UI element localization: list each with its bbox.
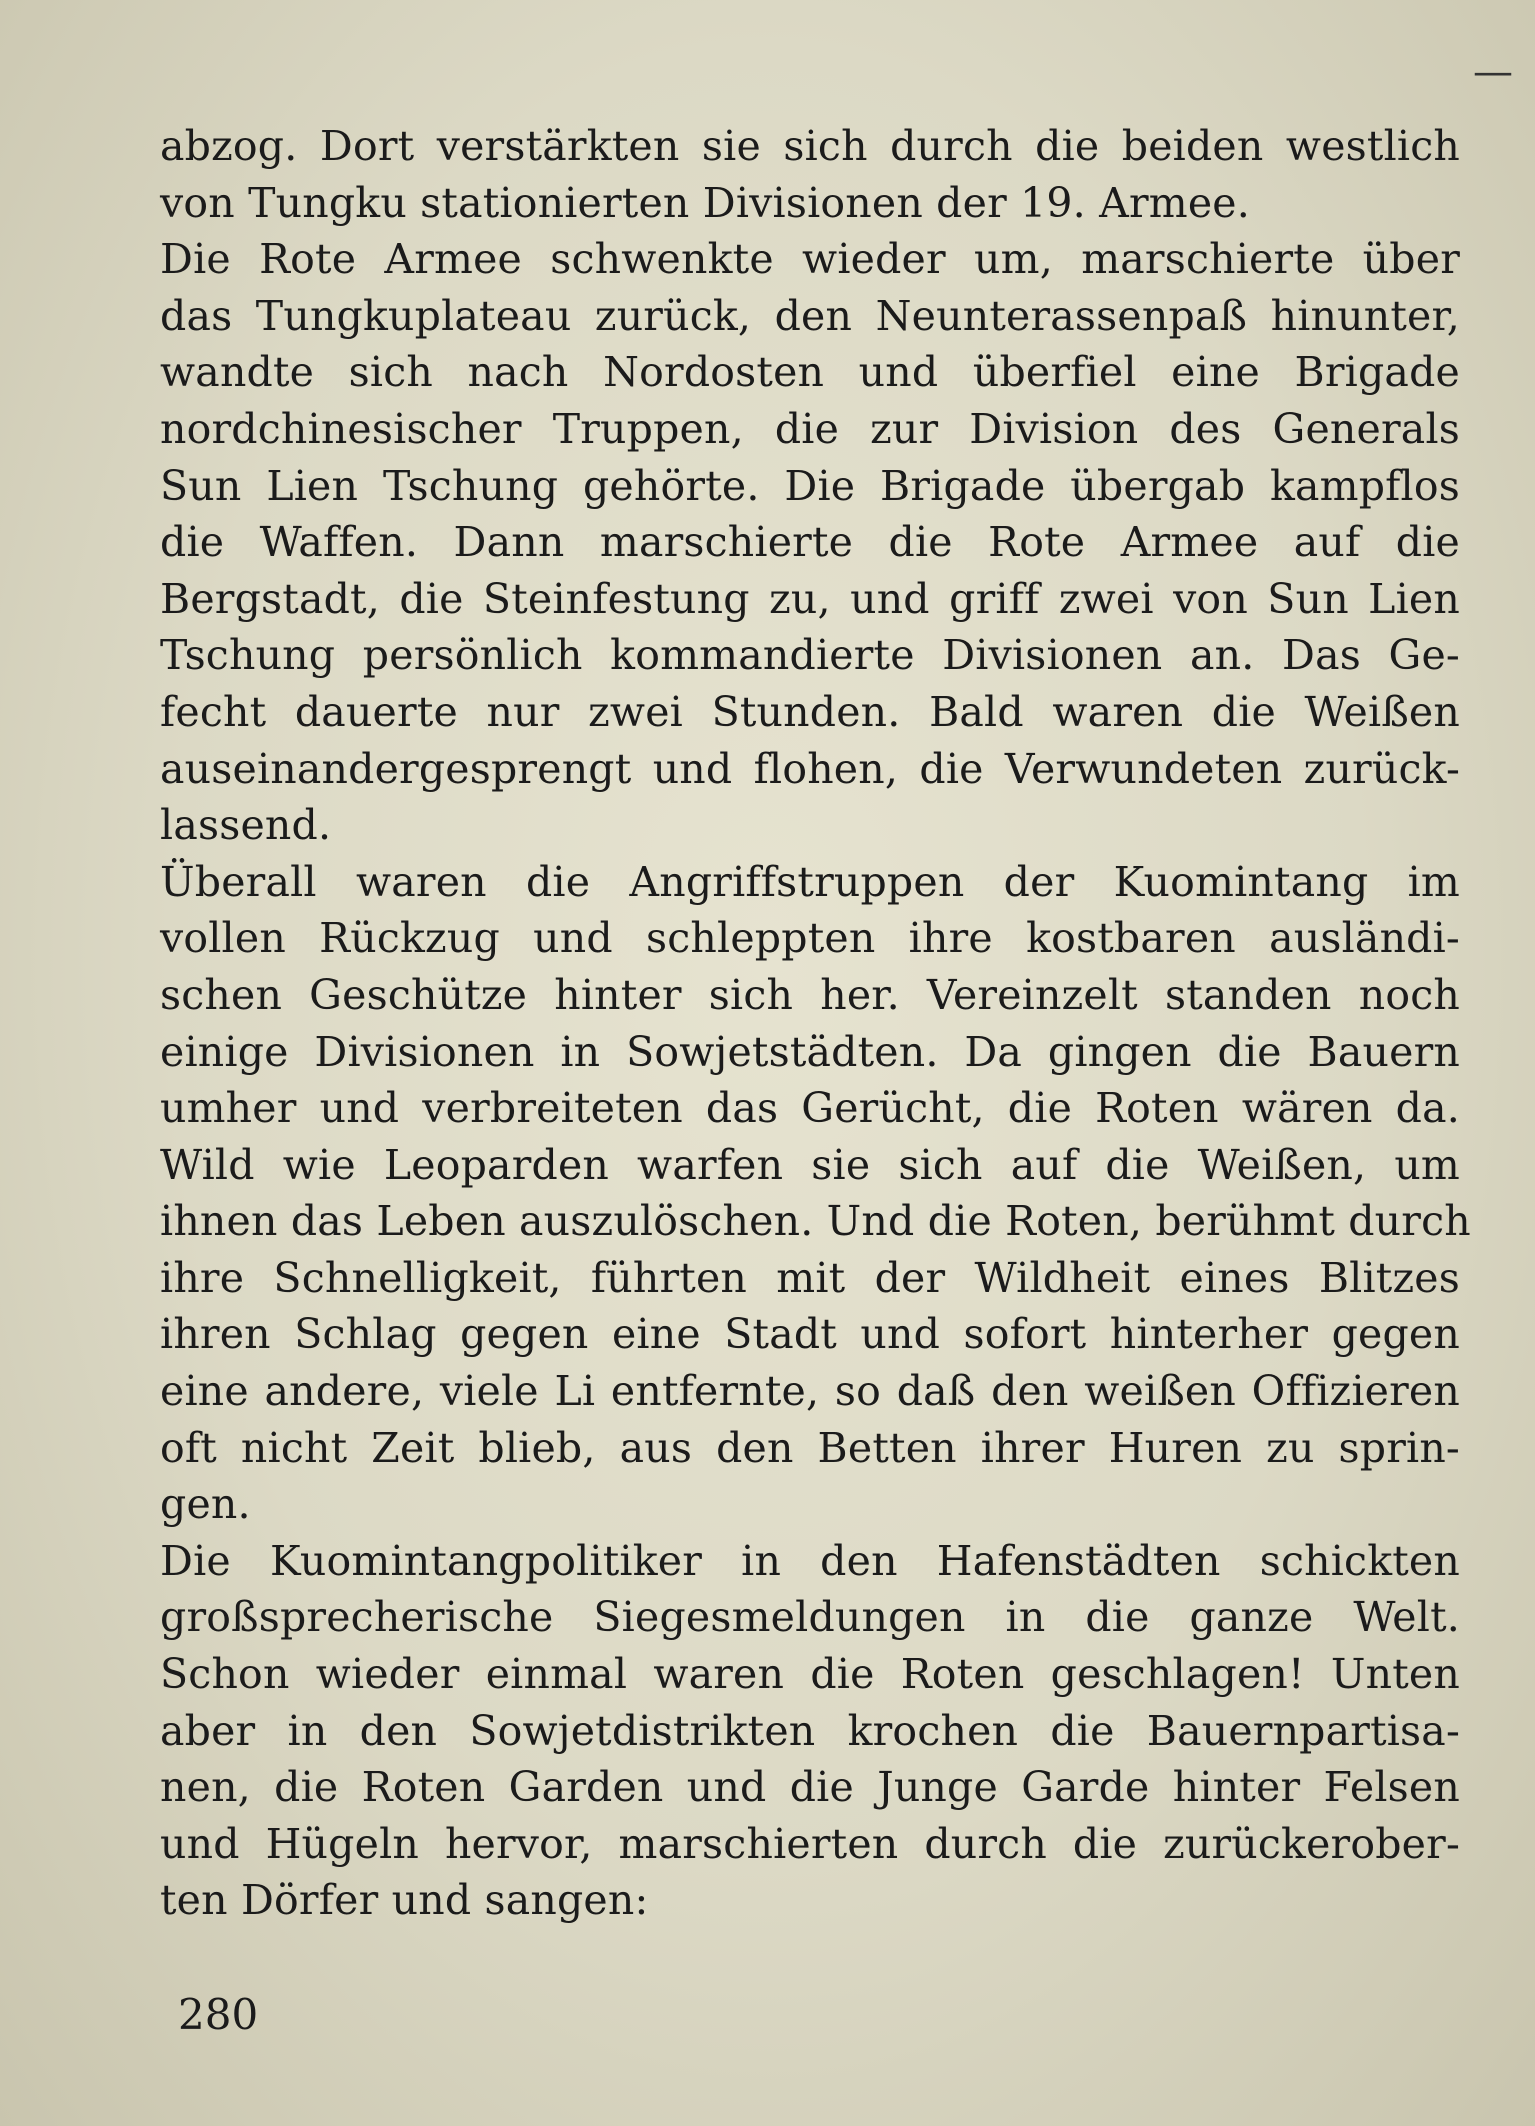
text-line: oft nicht Zeit blieb, aus den Betten ihrer Huren zu sprin-	[160, 1423, 1460, 1472]
text-line: wandte sich nach Nordosten und überfiel eine Brigade	[160, 348, 1460, 397]
text-line: das Tungkuplateau zurück, den Neunterassenpaß hinunter,	[160, 291, 1460, 340]
text-line: auseinandergesprengt und flohen, die Verwundeten zurück-	[160, 744, 1460, 793]
text-line: eine andere, viele Li entfernte, so daß den weißen Offizieren	[160, 1367, 1460, 1416]
text-line: nen, die Roten Garden und die Junge Garde hinter Felsen	[160, 1763, 1460, 1812]
text-line: nordchinesischer Truppen, die zur Division des Generals	[160, 404, 1460, 453]
text-line: Tschung persönlich kommandierte Divisionen an. Das Ge-	[160, 631, 1460, 680]
text-line: von Tungku stationierten Divisionen der 19. Armee.	[160, 178, 1250, 227]
corner-mark: —	[1473, 49, 1513, 95]
body-text	[160, 118, 1471, 1929]
text-line: ihnen das Leben auszulöschen. Und die Roten, berühmt durch	[160, 1197, 1471, 1246]
text-line: einige Divisionen in Sowjetstädten. Da gingen die Bauern	[160, 1027, 1460, 1076]
text-line: ihren Schlag gegen eine Stadt und sofort hinterher gegen	[160, 1310, 1460, 1359]
text-line: Bergstadt, die Steinfestung zu, und griff zwei von Sun Lien	[160, 574, 1460, 623]
text-line: schen Geschütze hinter sich her. Vereinzelt standen noch	[160, 970, 1460, 1019]
page-number: 280	[178, 1990, 259, 2039]
text-line: vollen Rückzug und schleppten ihre kostbaren ausländi-	[160, 914, 1460, 963]
text-line: die Waffen. Dann marschierte die Rote Armee auf die	[160, 518, 1460, 567]
text-line: aber in den Sowjetdistrikten krochen die Bauernpartisa-	[160, 1706, 1460, 1755]
text-line: lassend.	[160, 801, 332, 850]
text-line: Sun Lien Tschung gehörte. Die Brigade übergab kampflos	[160, 461, 1460, 510]
text-line: ihre Schnelligkeit, führten mit der Wildheit eines Blitzes	[160, 1253, 1460, 1302]
text-line: fecht dauerte nur zwei Stunden. Bald waren die Weißen	[160, 687, 1460, 736]
text-line: Die Kuomintangpolitiker in den Hafenstädten schickten	[160, 1536, 1460, 1585]
text-line: Wild wie Leoparden warfen sie sich auf die Weißen, um	[160, 1140, 1460, 1189]
text-line: abzog. Dort verstärkten sie sich durch die beiden westlich	[160, 122, 1460, 170]
text-line: umher und verbreiteten das Gerücht, die Roten wären da.	[160, 1084, 1460, 1133]
text-line: großsprecherische Siegesmeldungen in die ganze Welt.	[160, 1593, 1460, 1642]
text-line: ten Dörfer und sangen:	[160, 1876, 649, 1925]
text-line: Schon wieder einmal waren die Roten geschlagen! Unten	[160, 1650, 1460, 1699]
text-line: gen.	[160, 1480, 251, 1529]
text-line: Überall waren die Angriffstruppen der Kuomintang im	[160, 857, 1460, 906]
text-line: und Hügeln hervor, marschierten durch die zurückerober-	[160, 1819, 1460, 1868]
text-line: Die Rote Armee schwenkte wieder um, marschierte über	[160, 235, 1460, 284]
